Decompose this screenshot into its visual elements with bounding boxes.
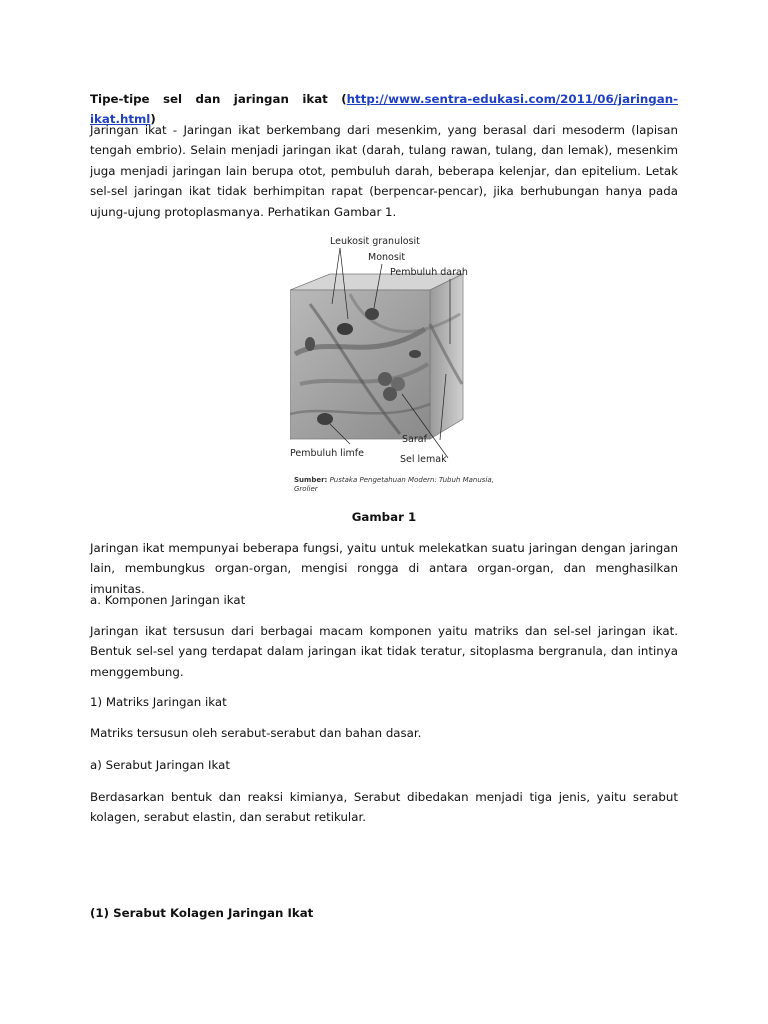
serabut-paragraph: Berdasarkan bentuk dan reaksi kimianya, Serabut dibedakan menjadi tiga jenis, yaitu serabut kolagen, serabut elastin, dan serabut retikular.: [90, 790, 678, 825]
komponen-paragraph: Jaringan ikat tersusun dari berbagai macam komponen yaitu matriks dan sel-sel jaringan ikat. Bentuk sel-sel yang terdapat dalam jaringan ikat tidak teratur, sitoplasma bergranula, dan intinya menggembung.: [90, 624, 678, 679]
matriks-heading: 1) Matriks Jaringan ikat: [90, 695, 227, 709]
serabut-heading: a) Serabut Jaringan Ikat: [90, 758, 230, 772]
figure-caption: Gambar 1: [351, 510, 417, 524]
label-pembuluh-limfe: Pembuluh limfe: [290, 448, 364, 459]
label-pembuluh-darah: Pembuluh darah: [390, 267, 468, 278]
source-link[interactable]: http://www.sentra-edukasi.com/2011/06/jaringan-ikat.html: [90, 92, 678, 127]
label-saraf: Saraf: [402, 434, 427, 445]
figure-source: [294, 476, 494, 494]
label-monosit: Monosit: [368, 252, 406, 263]
figure-connective-tissue: [290, 234, 500, 498]
source-text: Pustaka Pengetahuan Modern: Tubuh Manusia, Grolier: [294, 476, 494, 493]
source-prefix: Sumber:: [294, 476, 328, 484]
matriks-paragraph: Matriks tersusun oleh serabut-serabut dan bahan dasar.: [90, 726, 422, 740]
kolagen-heading: (1) Serabut Kolagen Jaringan Ikat: [90, 906, 314, 920]
komponen-heading: a. Komponen Jaringan ikat: [90, 593, 246, 607]
label-leukosit: Leukosit granulosit: [330, 236, 420, 247]
label-sel-lemak: Sel lemak: [400, 454, 447, 465]
heading-text: Tipe-tipe sel dan jaringan ikat (: [90, 92, 347, 106]
fungsi-paragraph: Jaringan ikat mempunyai beberapa fungsi, yaitu untuk melekatkan suatu jaringan dengan jaringan lain, membungkus organ-organ, mengisi rongga di antara organ-organ, dan menghasilkan imunitas.: [90, 541, 678, 596]
intro-paragraph: Jaringan ikat - Jaringan ikat berkembang dari mesenkim, yang berasal dari mesoderm (lapisan tengah embrio). Selain menjadi jaringan ikat (darah, tulang rawan, tulang, dan lemak), mesenkim juga menjadi jaringan lain berupa otot, pembuluh darah, beberapa kelenjar, dan epitelium. Letak sel-sel jaringan ikat tidak berhimpitan rapat (berpencar-pencar), jika berhubungan hanya pada ujung-ujung protoplasmanya. Perhatikan Gambar 1.: [90, 123, 678, 219]
heading-suffix: ): [150, 112, 156, 127]
